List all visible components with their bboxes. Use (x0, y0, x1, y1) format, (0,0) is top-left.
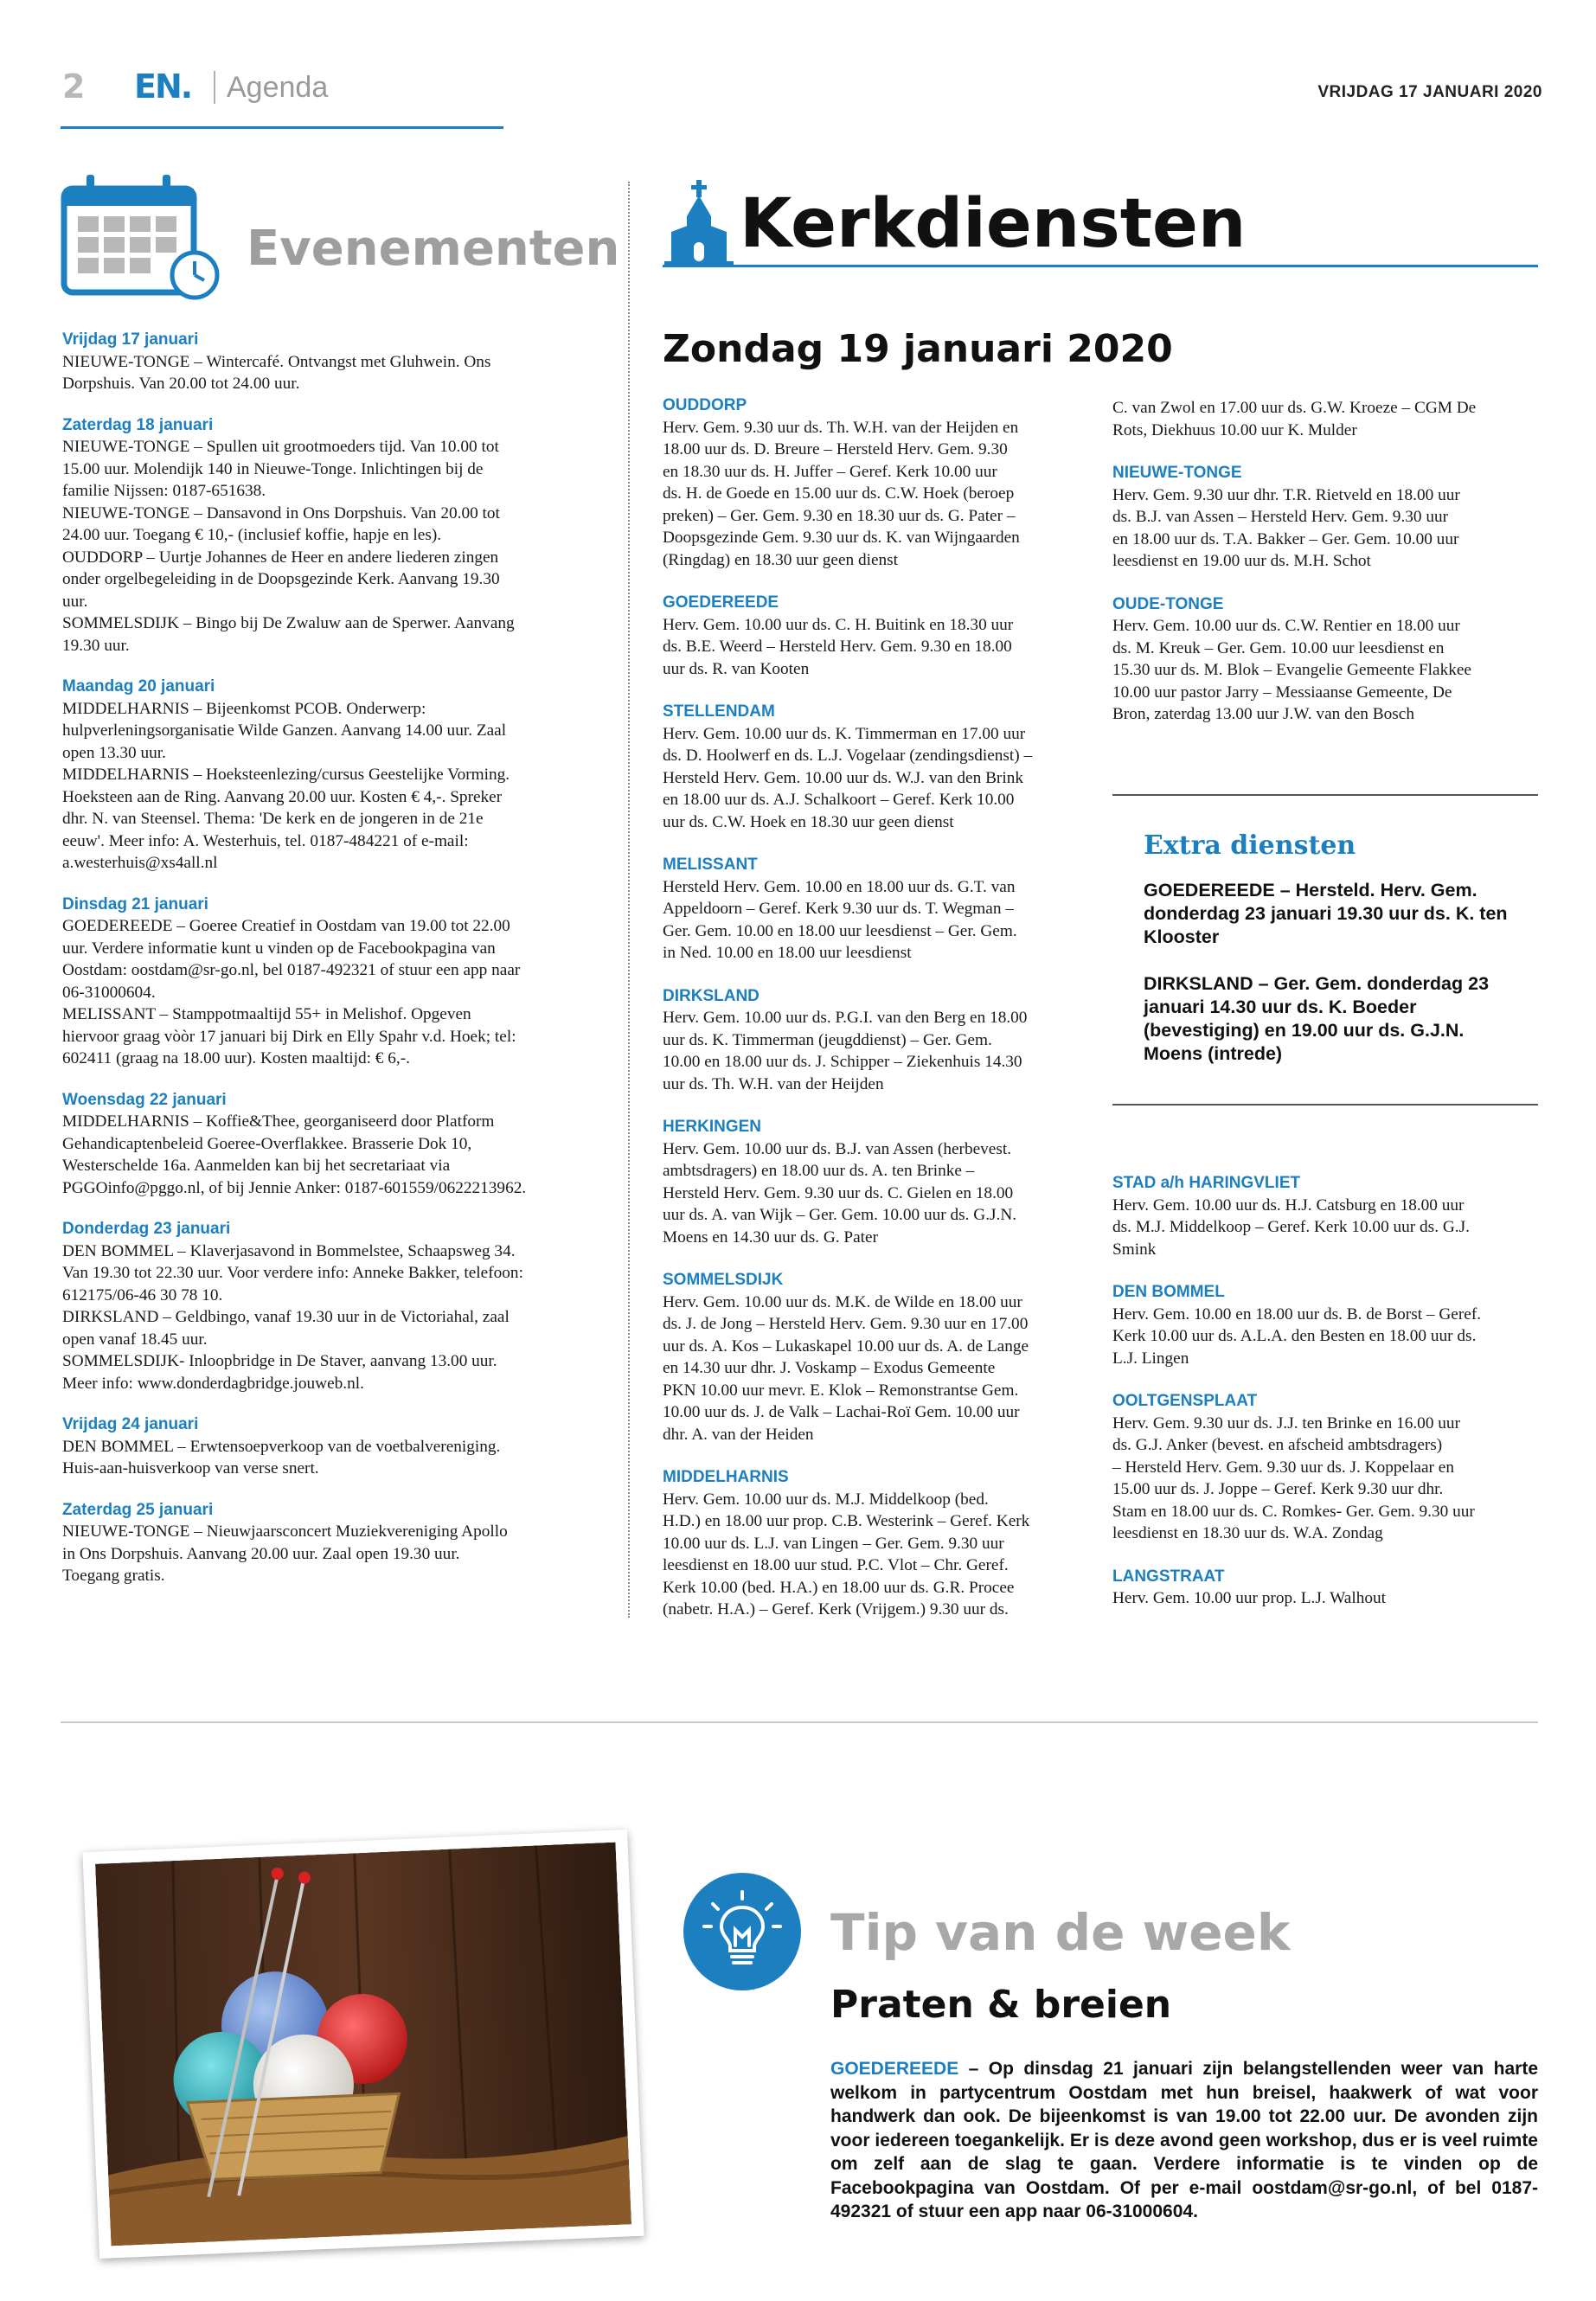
service-line: Bron, zaterdag 13.00 uur J.W. van den Bosch (1112, 705, 1414, 723)
service-line: ds. B.E. Weerd – Hersteld Herv. Gem. 9.30 en 18.00 (663, 638, 1012, 656)
issue-date: VRIJDAG 17 JANUARI 2020 (1317, 83, 1542, 101)
event-day (62, 676, 599, 875)
service-line: leesdienst en 18.30 uur ds. W.A. Zondag (1112, 1524, 1383, 1542)
event-line: 19.30 uur. (62, 636, 130, 655)
event-line: onder orgelbegeleiding in de Doopsgezinde Kerk. Aanvang 19.30 (62, 570, 500, 588)
event-date: Zaterdag 18 januari (62, 415, 214, 434)
event-date: Vrijdag 24 januari (62, 1415, 199, 1433)
service-line: Herv. Gem. 9.30 uur ds. J.J. ten Brinke en 16.00 uur (1112, 1413, 1460, 1433)
service-line: Kerk 10.00 uur ds. A.L.A. den Besten en 18.00 uur ds. (1112, 1327, 1477, 1345)
event-line: uur. (62, 592, 88, 611)
extra-box-top-rule (1112, 794, 1538, 796)
event-line: 612175/06-46 30 78 10. (62, 1285, 223, 1304)
service-line: en 18.00 uur ds. T.A. Bakker – Ger. Gem. 10.00 uur (1112, 529, 1459, 548)
column-divider (628, 182, 630, 1618)
service-place: STAD a/h HARINGVLIET (1112, 1174, 1301, 1192)
service-line: Herv. Gem. 10.00 uur ds. K. Timmerman en 17.00 uur (663, 724, 1026, 743)
event-line: NIEUWE-TONGE – Dansavond in Ons Dorpshuis. Van 20.00 tot (62, 503, 500, 522)
extra-service: GOEDEREEDE – Hersteld. Herv. Gem. donderdag 23 januari 19.30 uur ds. K. ten Klooster (1144, 880, 1508, 947)
extra-diensten-body (1144, 879, 1524, 1089)
service-line: ambtsdragers) en 18.00 uur ds. A. ten Brinke – (663, 1162, 975, 1180)
service-line: H.D.) en 18.00 uur prop. C.B. Westerink – Geref. Kerk (663, 1512, 1030, 1530)
service-line: in Ned. 10.00 en 18.00 uur leesdienst (663, 944, 912, 962)
service-line: Hersteld Herv. Gem. 9.30 uur ds. C. Gielen en 18.00 (663, 1183, 1014, 1202)
service-line: 18.00 uur ds. D. Breure – Hersteld Herv. Gem. 9.30 (663, 440, 1008, 458)
extra-service: DIRKSLAND – Ger. Gem. donderdag 23 januari 14.30 uur ds. K. Boeder (bevestiging) en 19.00 uur ds. G.J.N. Moens (intrede) (1144, 973, 1490, 1064)
tip-place: GOEDEREEDE (830, 2059, 959, 2079)
service-line: en 18.30 uur ds. H. Juffer – Geref. Kerk 10.00 uur (663, 462, 997, 481)
service-line: Herv. Gem. 9.30 uur dhr. T.R. Rietveld en 18.00 uur (1112, 485, 1460, 504)
event-line: MIDDELHARNIS – Koffie&Thee, georganiseerd door Platform (62, 1112, 495, 1131)
service-line: Ger. Gem. 10.00 en 18.00 uur leesdienst – Ger. Gem. (663, 921, 1017, 940)
service-place: LANGSTRAAT (1112, 1567, 1225, 1586)
service-line: leesdienst en 18.00 uur stud. P.C. Vlot – Chr. Geref. (663, 1556, 1009, 1574)
service-line: uur ds. C.W. Hoek en 18.30 uur geen dienst (663, 812, 954, 831)
service-line: ds. D. Hoolwerf en ds. L.J. Vogelaar (zendingsdienst) – (663, 747, 1033, 765)
header-separator (214, 71, 215, 104)
page-number: 2 (62, 67, 86, 106)
event-line: Van 19.30 tot 22.30 uur. Voor verdere info: Anneke Bakker, telefoon: (62, 1264, 523, 1282)
service-line: ds. G.J. Anker (bevest. en afscheid ambtsdragers) (1112, 1436, 1443, 1454)
event-line: dhr. N. van Steensel. Thema: 'De kerk en de jongeren in de 21e (62, 810, 484, 828)
service-line: uur ds. A. Kos – Lukaskapel 10.00 uur ds. A. de Lange (663, 1336, 1029, 1356)
service-line: Doopsgezinde Gem. 9.30 uur ds. K. van Wijngaarden (663, 529, 1020, 547)
service-line: ds. M.J. Middelkoop – Geref. Kerk 10.00 uur ds. G.J. (1112, 1218, 1470, 1236)
service-place: SOMMELSDIJK (663, 1271, 784, 1289)
event-line: hiervoor graag vòòr 17 januari bij Dirk en Elly Spahr v.d. Hoek; tel: (62, 1027, 516, 1046)
event-line: uur. Verdere informatie kunt u vinden op de Facebookpagina van (62, 939, 496, 958)
tip-text: – Op dinsdag 21 januari zijn belangstellenden weer van harte welkom in partycentrum Oostdam met hun breisel, haakwerk of wat voor handwerk dan ook. De bijeenkomst is van 19.00 tot 22.00 uur. De avonden zijn voor iedereen toegankelijk. Er is deze avond geen workshop, dus er is veel ruimte om zelf aan de slag te gaan. Verdere informatie is te vinden op de Facebookpagina van Oostdam. Of per e-mail oostdam@sr-go.nl, of bel 0187-492321 of stuur een app naar 06-31000604. (830, 2059, 1538, 2221)
service-line: (Ringdag) en 18.30 uur geen dienst (663, 550, 899, 569)
service-line: Herv. Gem. 10.00 uur ds. P.G.I. van den Berg en 18.00 (663, 1009, 1028, 1027)
event-day (62, 894, 599, 1070)
service-line: PKN 10.00 uur mevr. E. Klok – Remonstrantse Gem. (663, 1381, 1019, 1400)
service-line: Herv. Gem. 9.30 uur ds. Th. W.H. van der Heijden en (663, 418, 1019, 437)
service-line: (nabetr. H.A.) – Geref. Kerk (Vrijgem.) 9.30 uur ds. (663, 1600, 1009, 1618)
service-line: Herv. Gem. 10.00 uur ds. M.J. Middelkoop (bed. (663, 1490, 989, 1509)
event-line: Toegang gratis. (62, 1567, 165, 1585)
service-line: 15.00 uur ds. J. Joppe – Geref. Kerk 9.30 uur dhr. (1112, 1480, 1444, 1498)
event-date: Vrijdag 17 januari (62, 330, 199, 349)
event-line: Hoeksteen aan de Ring. Aanvang 20.00 uur. Kosten € 4,-. Spreker (62, 787, 503, 806)
extra-diensten-title: Extra diensten (1144, 830, 1356, 861)
service-line: en 14.30 uur dhr. J. Voskamp – Exodus Gemeente (663, 1359, 996, 1377)
service-line: Smink (1112, 1240, 1157, 1259)
event-line: GOEDEREEDE – Goeree Creatief in Oostdam van 19.00 tot 22.00 (62, 917, 510, 935)
event-line: NIEUWE-TONGE – Nieuwjaarsconcert Muziekvereniging Apollo (62, 1522, 508, 1541)
event-line: MIDDELHARNIS – Hoeksteenlezing/cursus Geestelijke Vorming. (62, 766, 510, 784)
event-line: Dorpshuis. Van 20.00 tot 24.00 uur. (62, 375, 300, 393)
service-line: ds. M. Kreuk – Ger. Gem. 10.00 uur leesdienst en (1112, 638, 1445, 657)
event-line: open 13.30 uur. (62, 743, 166, 762)
event-line: Gehandicaptenbeleid Goeree-Overflakkee. Brasserie Dok 10, (62, 1134, 472, 1153)
service-line: uur ds. R. van Kooten (663, 659, 810, 678)
service-place: OUDDORP (663, 396, 747, 414)
service-line: ds. J. de Jong – Hersteld Herv. Gem. 9.30 uur en 17.00 (663, 1315, 1029, 1333)
event-line: Westerschelde 16a. Aanmelden kan bij het secretariaat via (62, 1157, 451, 1175)
service-place: OUDE-TONGE (1112, 594, 1224, 613)
service-line: Stam en 18.00 uur ds. C. Romkes- Ger. Gem. 9.30 uur (1112, 1502, 1475, 1521)
tip-title: Tip van de week (830, 1903, 1291, 1962)
event-line: 06-31000604. (62, 983, 156, 1002)
service-line: Moens en 14.30 uur ds. G. Pater (663, 1227, 879, 1247)
kerkdiensten-title: Kerkdiensten (740, 185, 1247, 263)
church-icon (663, 178, 735, 268)
service-line: Herv. Gem. 10.00 uur ds. M.K. de Wilde en 18.00 uur (663, 1292, 1022, 1311)
event-line: open vanaf 18.45 uur. (62, 1330, 208, 1349)
event-date: Donderdag 23 januari (62, 1220, 231, 1238)
service-place: DIRKSLAND (663, 986, 760, 1005)
service-line: uur ds. Th. W.H. van der Heijden (663, 1074, 884, 1093)
service-line: 10.00 en 18.00 uur ds. J. Schipper – Ziekenhuis 14.30 (663, 1053, 1022, 1071)
event-date: Zaterdag 25 januari (62, 1500, 214, 1519)
event-line: NIEUWE-TONGE – Spullen uit grootmoeders tijd. Van 10.00 tot (62, 438, 499, 456)
event-line: 602411 (graag na 18.00 uur). Kosten maaltijd: € 6,-. (62, 1049, 410, 1067)
service-line: leesdienst en 19.00 uur ds. M.H. Schot (1112, 552, 1371, 570)
services-column-1 (663, 394, 1085, 1621)
event-day (62, 1218, 599, 1394)
service-line: uur ds. K. Timmerman (jeugddienst) – Ger. Gem. (663, 1030, 992, 1049)
tip-subtitle: Praten & breien (830, 1983, 1172, 2027)
calendar-clock-icon (61, 171, 221, 301)
extra-box-bottom-rule (1112, 1104, 1538, 1106)
event-line: Huis-aan-huisverkoop van verse snert. (62, 1459, 319, 1477)
event-line: 15.00 uur. Molendijk 140 in Nieuwe-Tonge. Inlichtingen bij de (62, 459, 484, 478)
events-list (62, 329, 599, 1587)
service-line: Kerk 10.00 (bed. H.A.) en 18.00 uur ds. G.R. Procee (663, 1578, 1015, 1597)
service-place: DEN BOMMEL (1112, 1283, 1225, 1301)
newspaper-logo: EN. (134, 67, 192, 106)
service-line: Herv. Gem. 10.00 en 18.00 uur ds. B. de Borst – Geref. (1112, 1304, 1482, 1324)
event-day (62, 1499, 599, 1587)
tip-body (830, 2057, 1538, 2224)
kerkdiensten-rule (663, 265, 1538, 267)
section-name: Agenda (227, 71, 329, 104)
service-line: ds. H. de Goede en 15.00 uur ds. C.W. Hoek (beroep (663, 484, 1015, 503)
service-line: preken) – Ger. Gem. 9.30 en 18.30 uur ds. G. Pater – (663, 506, 1016, 525)
yarn-photo-illustration (95, 1843, 631, 2247)
service-line: Herv. Gem. 10.00 uur ds. B.J. van Assen (herbevest. (663, 1139, 1012, 1158)
event-line: SOMMELSDIJK – Bingo bij De Zwaluw aan de Sperwer. Aanvang (62, 614, 515, 632)
service-line: en 18.00 uur ds. A.J. Schalkoort – Geref. Kerk 10.00 (663, 791, 1015, 809)
service-place: MIDDELHARNIS (663, 1468, 789, 1486)
service-line: Herv. Gem. 10.00 uur ds. C. H. Buitink en 18.30 uur (663, 615, 1014, 634)
event-line: SOMMELSDIJK- Inloopbridge in De Staver, aanvang 13.00 uur. (62, 1352, 497, 1370)
event-line: eeuw'. Meer info: A. Westerhuis, tel. 0187-484221 of e-mail: (62, 831, 469, 850)
event-line: MIDDELHARNIS – Bijeenkomst PCOB. Onderwerp: (62, 699, 426, 718)
event-day (62, 1413, 599, 1480)
event-line: a.westerhuis@xs4all.nl (62, 854, 218, 872)
service-place: NIEUWE-TONGE (1112, 464, 1242, 482)
service-place: HERKINGEN (663, 1118, 762, 1136)
event-date: Dinsdag 21 januari (62, 894, 208, 913)
event-line: DIRKSLAND – Geldbingo, vanaf 19.30 uur in de Victoriahal, zaal (62, 1308, 510, 1326)
service-place: MELISSANT (663, 856, 758, 874)
service-line: Appeldoorn – Geref. Kerk 9.30 uur ds. T. Wegman – (663, 900, 1014, 918)
service-line: Rots, Diekhuus 10.00 uur K. Mulder (1112, 420, 1357, 439)
event-line: Meer info: www.donderdagbridge.jouweb.nl. (62, 1374, 364, 1393)
service-line: C. van Zwol en 17.00 uur ds. G.W. Kroeze – CGM De (1112, 399, 1477, 417)
sunday-heading: Zondag 19 januari 2020 (663, 327, 1173, 371)
service-line: Hersteld Herv. Gem. 10.00 uur ds. W.J. van den Brink (663, 768, 1023, 787)
service-line: dhr. A. van der Heiden (663, 1425, 814, 1444)
lightbulb-icon-glyph (683, 1873, 801, 1990)
yarn-photo (82, 1830, 644, 2259)
event-date: Maandag 20 januari (62, 677, 215, 695)
service-line: 10.00 uur pastor Jarry – Messiaanse Gemeente, De (1112, 683, 1452, 702)
service-place: GOEDEREEDE (663, 593, 779, 612)
service-line: Herv. Gem. 10.00 uur prop. L.J. Walhout (1112, 1589, 1387, 1607)
service-line: uur ds. A. van Wijk – Ger. Gem. 10.00 uur ds. G.J.N. (663, 1206, 1017, 1224)
event-line: OUDDORP – Uurtje Johannes de Heer en andere liederen zingen (62, 548, 499, 567)
event-line: hulpverleningsorganisatie Wilde Ganzen. Aanvang 14.00 uur. Zaal (62, 721, 507, 740)
event-line: DEN BOMMEL – Erwtensoepverkoop van de voetbalvereniging. (62, 1437, 501, 1456)
event-line: PGGOinfo@pggo.nl, of bij Jennie Anker: 0187-601559/0622213962. (62, 1178, 527, 1197)
service-line: – Hersteld Herv. Gem. 9.30 uur ds. J. Koppelaar en (1112, 1458, 1454, 1477)
service-place: OOLTGENSPLAAT (1112, 1392, 1258, 1410)
section-divider (61, 1721, 1538, 1723)
lightbulb-icon (683, 1873, 801, 1990)
service-line: Herv. Gem. 10.00 uur ds. C.W. Rentier en 18.00 uur (1112, 617, 1460, 635)
event-line: Oostdam: oostdam@sr-go.nl, bel 0187-492321 of stuur een app naar (62, 961, 521, 979)
evenementen-title: Evenementen (247, 221, 620, 277)
service-line: Hersteld Herv. Gem. 10.00 en 18.00 uur ds. G.T. van (663, 877, 1016, 896)
services-column-3 (1112, 1172, 1538, 1610)
service-line: 15.30 uur ds. M. Blok – Evangelie Gemeente Flakkee (1112, 661, 1471, 679)
event-line: DEN BOMMEL – Klaverjasavond in Bommelstee, Schaapsweg 34. (62, 1241, 516, 1260)
event-line: familie Nijssen: 0187-651638. (62, 482, 266, 500)
service-place: STELLENDAM (663, 702, 775, 721)
service-line: L.J. Lingen (1112, 1349, 1189, 1368)
header-rule (61, 126, 503, 129)
event-line: in Ons Dorpshuis. Aanvang 20.00 uur. Zaal open 19.30 uur. (62, 1544, 460, 1563)
service-line: 10.00 uur ds. J. de Valk – Lachai-Roï Gem. 10.00 uur (663, 1403, 1020, 1421)
event-day (62, 414, 599, 657)
event-line: NIEUWE-TONGE – Wintercafé. Ontvangst met Gluhwein. Ons (62, 352, 491, 371)
event-line: MELISSANT – Stamppotmaaltijd 55+ in Melishof. Opgeven (62, 1005, 471, 1023)
event-day (62, 1089, 599, 1200)
event-day (62, 329, 599, 395)
service-line: Herv. Gem. 10.00 uur ds. H.J. Catsburg en 18.00 uur (1112, 1195, 1465, 1215)
service-line: 10.00 uur ds. L.J. van Lingen – Ger. Gem. 9.30 uur (663, 1534, 1004, 1553)
services-column-2 (1112, 397, 1538, 726)
event-line: 24.00 uur. Toegang € 10,- (inclusief koffie, hapje en les). (62, 526, 442, 544)
event-date: Woensdag 22 januari (62, 1090, 227, 1109)
service-line: ds. B.J. van Assen – Hersteld Herv. Gem. 9.30 uur (1112, 508, 1449, 526)
